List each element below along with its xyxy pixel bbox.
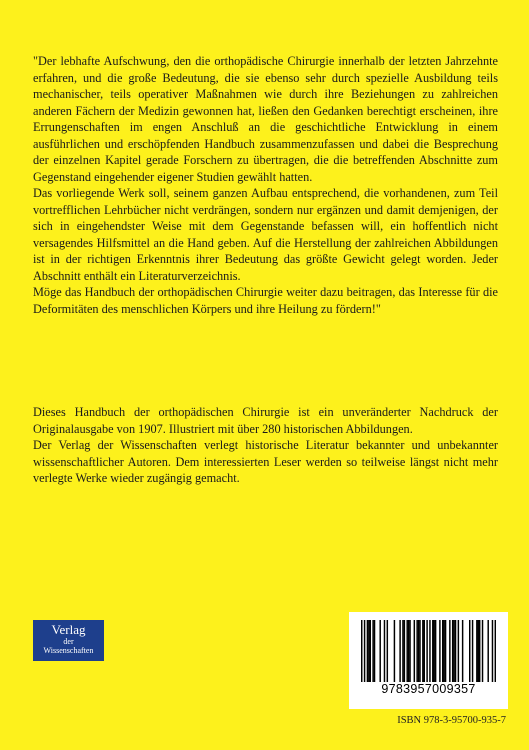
barcode-bar [432,620,433,682]
barcode-bar [408,620,409,682]
barcode-bar [492,620,493,682]
publisher-logo-line2: der [63,637,74,646]
barcode-bar [384,620,385,682]
barcode-digits: 9783957009357 [381,682,476,696]
quote-text-block [33,53,498,317]
barcode-bar [472,620,473,682]
barcode-bar [379,620,380,682]
barcode-bar [406,620,407,682]
publisher-logo-line3: Wissenschaften [43,646,94,655]
quote-paragraph: "Der lebhafte Aufschwung, den die orthopädische Chirurgie innerhalb der letzten Jahrzehnte erfahren, und die große Bedeutung, die sie ebenso sehr durch spezielle Ausbildung teils mechanischer, teils operativer Maßnahmen wie durch ihre Beziehungen zu zahlreichen anderen Fächern der Medizin gewonnen hat, ließen den Gedanken berechtigt erscheinen, ihre Errungenschaften im engen Anschluß an die geschichtliche Entwicklung in einem ausführlichen und erschöpfenden Handbuch zusammenzufassen und dabei die Besprechung der einzelnen Kapitel gerade Forschern zu übertragen, die die betreffenden Abschnitte zum Gegenstand eingehender eigener Studien gewählt hatten. [33,54,498,184]
barcode-bar [433,620,434,682]
barcode-bar [429,620,430,682]
barcode-bar [479,620,480,682]
barcode-bar [462,620,463,682]
barcode-bar [426,620,427,682]
barcode-bar [404,620,405,682]
barcode-bar [416,620,417,682]
barcode-bar [361,620,362,682]
barcode-bar [443,620,444,682]
barcode-bar [374,620,375,682]
barcode-bar [414,620,415,682]
barcode-bar [370,620,371,682]
barcode-bar [476,620,477,682]
barcode-bar [387,620,388,682]
barcode-bar [453,620,454,682]
barcode-bar [367,620,368,682]
barcode-bar [478,620,479,682]
barcode-bar [372,620,373,682]
isbn-label: ISBN 978-3-95700-935-7 [397,715,506,726]
barcode-bar [402,620,403,682]
barcode-bar [424,620,425,682]
barcode-bar [418,620,419,682]
barcode-bar [449,620,450,682]
barcode-bar [419,620,420,682]
quote-paragraph: Möge das Handbuch der orthopädischen Chirurgie weiter dazu beitragen, das Interesse für die Deformitäten des menschlichen Körpers und ihre Heilung zu fördern!" [33,285,498,316]
barcode-bar [364,620,365,682]
barcode-bar [482,620,483,682]
barcode-bar [469,620,470,682]
barcode-bar [368,620,369,682]
barcode-bar [495,620,496,682]
publisher-logo-line1: Verlag [51,622,86,637]
barcode-bar [445,620,446,682]
barcode-bar [452,620,453,682]
info-text-block [33,404,498,487]
barcode-bar [422,620,423,682]
barcode [349,612,508,709]
barcode-bars [361,620,496,682]
publisher-logo [33,620,104,661]
barcode-bar [435,620,436,682]
barcode-bar [394,620,395,682]
info-paragraph: Dieses Handbuch der orthopädischen Chirurgie ist ein unveränderter Nachdruck der Originalausgabe von 1907. Illustriert mit über 280 historischen Abbildungen. [33,405,498,436]
info-paragraph: Der Verlag der Wissenschaften verlegt historische Literatur bekannter und unbekannter wissenschaftlicher Autoren. Dem interessierten Leser werden so teilweise längst nicht mehr verlegte Werke wieder zugängig gemacht. [33,438,498,485]
barcode-bar [442,620,443,682]
barcode-bar [439,620,440,682]
barcode-bar [409,620,410,682]
barcode-bar [458,620,459,682]
barcode-bar [455,620,456,682]
barcode-bar [487,620,488,682]
quote-paragraph: Das vorliegende Werk soll, seinem ganzen Aufbau entsprechend, die vorhandenen, zum Teil vortrefflichen Lehrbücher nicht verdrängen, sondern nur ergänzen und damit demjenigen, der sich in eingehendster Weise mit dem Gegenstande befassen will, ein hoffentlich nicht versagendes Hilfsmittel an die Hand geben. Auf die Herstellung der zahlreichen Abbildungen ist in der richtigen Erkenntnis ihrer Bedeutung das größte Gewicht gelegt worden. Jeder Abschnitt enthält ein Literaturverzeichnis. [33,186,498,283]
barcode-bar [399,620,400,682]
